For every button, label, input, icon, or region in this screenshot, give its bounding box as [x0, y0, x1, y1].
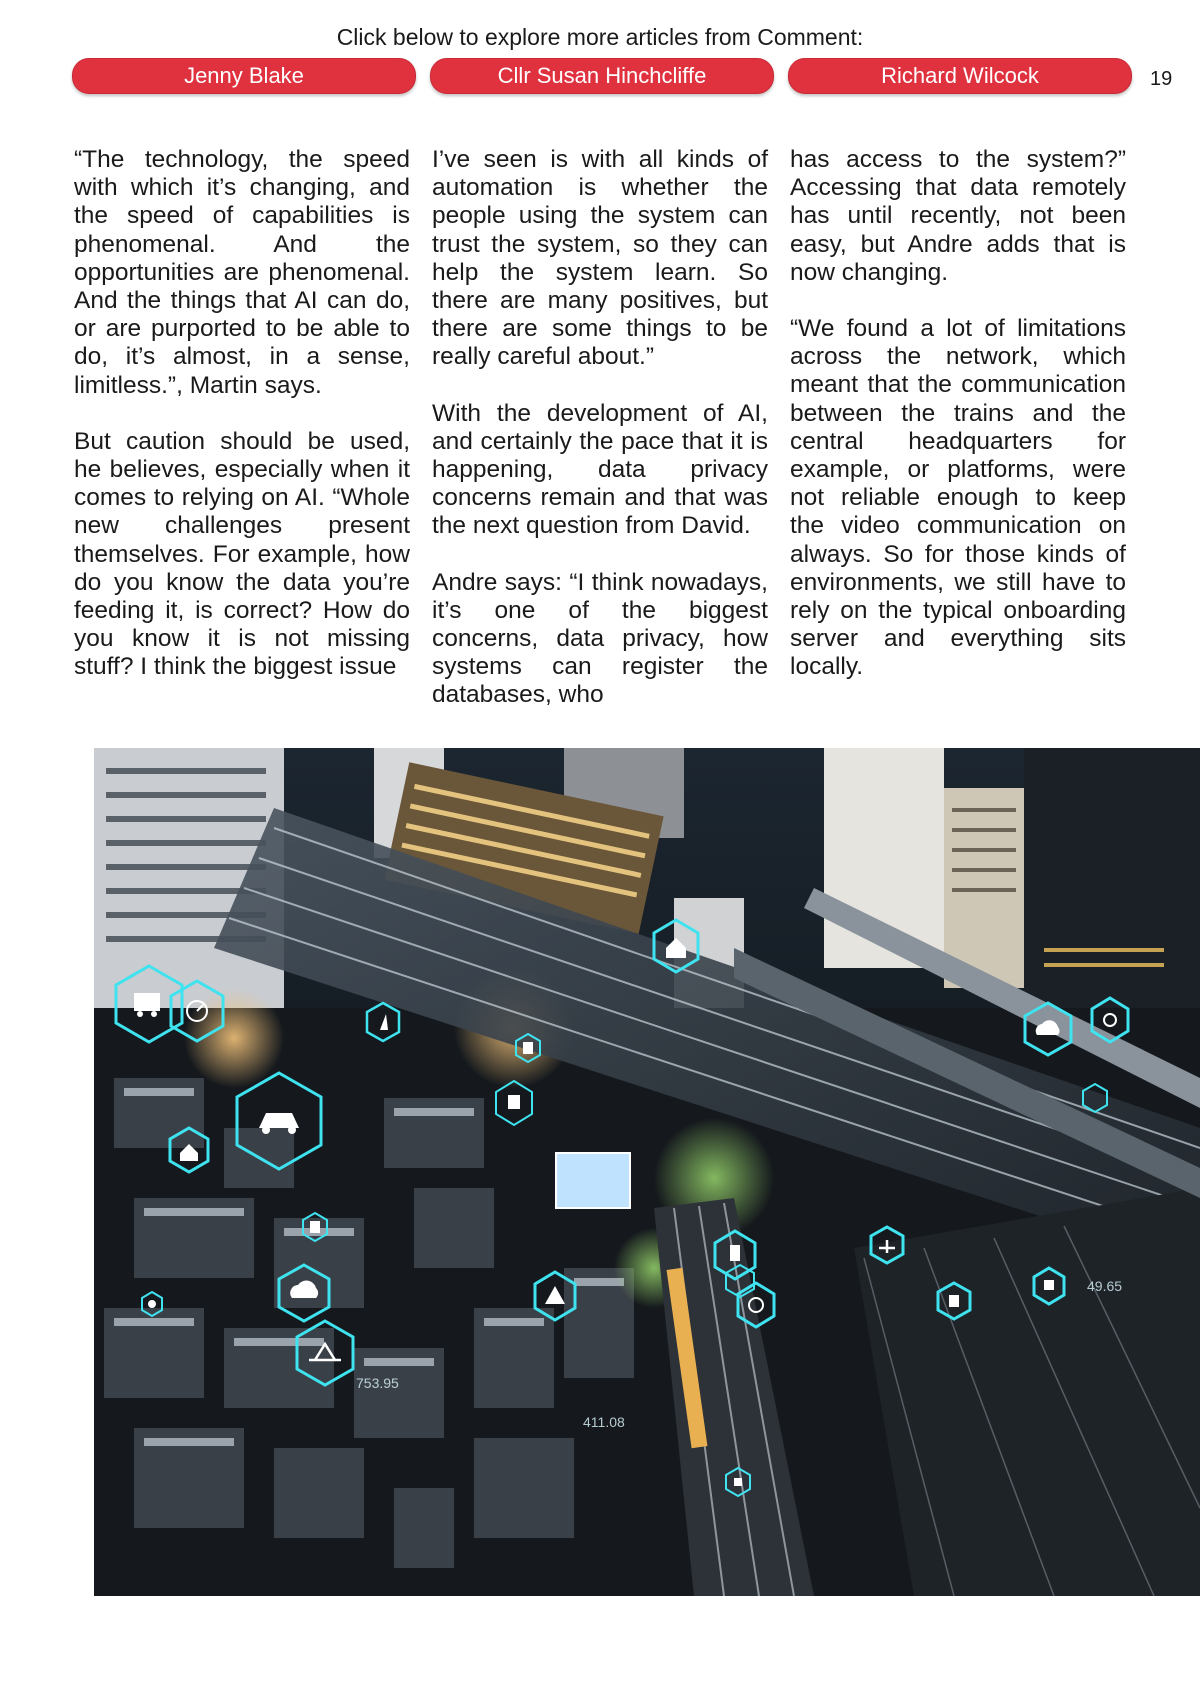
explore-heading: Click below to explore more articles from Comment:	[336, 24, 864, 50]
paragraph: But caution should be used, he believes, especially when it comes to relying on AI. “Whole new challenges present themselves. For example, how do you know the data you’re feeding it, is correct? How do you know it is not missing stuff? I think the biggest issue	[74, 427, 410, 681]
paragraph: With the development of AI, and certainly the pace that it is happening, data privacy concerns remain and that was the next question from David.	[432, 399, 768, 540]
overlay-number: 49.65	[1087, 1278, 1123, 1294]
paragraph: has access to the system?” Accessing that data remotely has until recently, not been easy, but Andre adds that is now changing.	[790, 146, 1126, 286]
nav-button-richard-wilcock[interactable]: Richard Wilcock	[788, 58, 1132, 94]
paragraph: “The technology, the speed with which it’s changing, and the speed of capabilities is phenomenal. And the opportunities are phenomenal. And the things that AI can do, or are purported to be able to do, it’s almost, in a sense, limitless.”, Martin says.	[74, 146, 410, 399]
paragraph: I’ve seen is with all kinds of automation is whether the people using the system can trust the system, so they can help the system learn. So there are many positives, but there are some things to be really careful about.”	[432, 146, 768, 371]
smart-city-photo	[94, 748, 1200, 1596]
article-column-2	[432, 146, 768, 738]
paragraph: “We found a lot of limitations across the network, which meant that the communication between the trains and the central headquarters for example, or platforms, were not reliable enough to keep the video communication on always. So for those kinds of environments, we still have to rely on the typical onboarding server and everything sits locally.	[790, 315, 1126, 681]
overlay-number: 411.08	[583, 1414, 625, 1430]
overlay-number: 753.95	[356, 1375, 399, 1391]
article-column-1	[74, 146, 410, 710]
article-column-3	[790, 146, 1126, 710]
article-nav	[72, 58, 1130, 92]
paragraph: Andre says: “I think nowadays, it’s one of the biggest concerns, data privacy, how systems can register the databases, who	[432, 568, 768, 709]
page-number: 19	[1150, 68, 1173, 90]
nav-button-susan-hinchcliffe[interactable]: Cllr Susan Hinchcliffe	[430, 58, 774, 94]
nav-button-jenny-blake[interactable]: Jenny Blake	[72, 58, 416, 94]
